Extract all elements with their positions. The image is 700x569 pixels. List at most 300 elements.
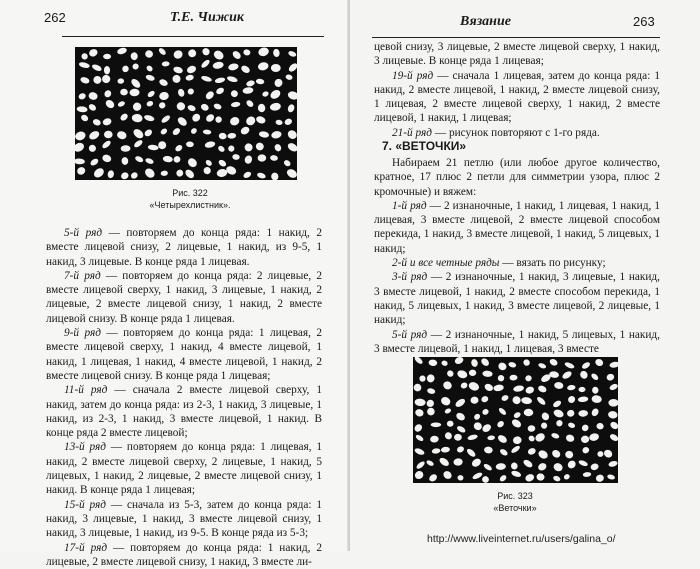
knit-stitch-shape: [283, 159, 292, 168]
knit-stitch-shape: [101, 153, 112, 163]
knit-stitch-shape: [75, 158, 85, 164]
knit-stitch-shape: [269, 102, 281, 112]
knit-stitch-shape: [172, 75, 180, 83]
knit-stitch-shape: [119, 112, 129, 122]
knit-stitch-shape: [469, 369, 477, 376]
knit-stitch-shape: [88, 48, 99, 58]
knit-stitch-shape: [133, 139, 144, 149]
knit-stitch-shape: [88, 103, 98, 112]
knit-stitch-shape: [242, 87, 254, 95]
knit-stitch-shape: [225, 165, 238, 176]
knit-stitch-shape: [275, 119, 283, 125]
figure-322-knit-pattern: [75, 47, 297, 180]
knit-stitch-shape: [227, 133, 236, 139]
knit-stitch-shape: [511, 395, 522, 406]
knit-stitch-shape: [255, 115, 266, 125]
knit-stitch-shape: [116, 47, 127, 55]
knit-stitch-shape: [257, 61, 269, 71]
knit-stitch-shape: [578, 387, 585, 392]
knit-stitch-shape: [525, 386, 535, 395]
knit-stitch-shape: [510, 445, 521, 455]
knit-stitch-shape: [428, 473, 439, 483]
knit-stitch-shape: [104, 98, 116, 110]
knit-stitch-shape: [456, 369, 468, 380]
knit-stitch-shape: [216, 168, 228, 178]
knit-stitch-shape: [583, 472, 592, 478]
knit-stitch-shape: [117, 100, 126, 108]
knit-stitch-shape: [121, 64, 130, 73]
row-instructions: — сначала из 5-3, затем до конца ряда: 1 накид, 3 лицевые, 1 накид, 3 вместе лицевой снизу, 1 накид, 3 лицевые, 1 накид, из 9-5. В конце ряда из 5-3;: [46, 498, 323, 540]
knit-stitch-shape: [501, 394, 510, 402]
knit-stitch-shape: [413, 423, 423, 433]
knit-stitch-shape: [101, 74, 110, 83]
instruction-paragraph: [374, 126, 660, 140]
knit-stitch-shape: [540, 411, 550, 421]
knit-stitch-shape: [285, 167, 297, 179]
knit-stitch-shape: [212, 49, 225, 62]
knit-stitch-shape: [446, 369, 455, 378]
knit-stitch-shape: [186, 64, 197, 74]
knit-stitch-shape: [454, 434, 462, 441]
knit-stitch-shape: [563, 473, 571, 480]
knit-stitch-shape: [510, 470, 521, 479]
knit-stitch-shape: [145, 64, 153, 72]
knit-stitch-shape: [480, 395, 489, 403]
knit-stitch-shape: [130, 171, 139, 180]
row-label: 2-й и все четные ряды: [392, 257, 500, 270]
knit-stitch-shape: [102, 117, 112, 126]
knit-stitch-shape: [120, 89, 128, 96]
knit-stitch-shape: [187, 104, 197, 112]
right-header-rule: [372, 37, 660, 38]
knit-stitch-shape: [173, 156, 181, 164]
knit-stitch-shape: [75, 141, 85, 153]
knit-stitch-shape: [537, 462, 548, 472]
knit-stitch-shape: [243, 142, 254, 153]
knit-stitch-shape: [213, 103, 222, 111]
knit-stitch-shape: [522, 358, 531, 367]
knit-stitch-shape: [160, 127, 169, 135]
figure-323-knit-pattern: [413, 357, 618, 483]
knit-stitch-shape: [244, 154, 254, 164]
knit-stitch-shape: [467, 381, 480, 393]
knit-stitch-shape: [287, 62, 297, 73]
knit-stitch-shape: [270, 155, 278, 161]
knit-stitch-shape: [457, 475, 464, 481]
knit-stitch-shape: [174, 144, 183, 153]
knit-stitch-shape: [522, 458, 534, 469]
knit-stitch-shape: [473, 413, 481, 421]
figure-323-caption: [450, 490, 580, 514]
knit-stitch-shape: [185, 74, 194, 81]
instruction-paragraph: [374, 69, 660, 126]
knit-stitch-shape: [606, 373, 615, 382]
row-instructions: — повторяем до конца ряда: 1 накид, 2 вместе лицевой снизу, 2 лицевые, 1 накид, из 9-5, 1 накид, 3 лицевые. В конце ряда 1 лицевая.: [46, 227, 322, 268]
knit-stitch-shape: [131, 62, 139, 70]
knit-stitch-shape: [499, 448, 509, 457]
knit-stitch-shape: [581, 435, 590, 443]
knit-stitch-shape: [215, 86, 225, 95]
knit-stitch-shape: [566, 459, 577, 470]
knit-stitch-shape: [160, 170, 168, 176]
knit-stitch-shape: [426, 374, 435, 384]
right-page-body-top: [374, 40, 660, 140]
page-number-left: 262: [44, 10, 66, 25]
knit-stitch-shape: [245, 99, 255, 108]
knit-stitch-shape: [564, 361, 575, 369]
knit-stitch-shape: [205, 113, 216, 124]
knit-stitch-shape: [549, 358, 559, 367]
knit-stitch-shape: [176, 116, 188, 128]
knit-stitch-shape: [258, 103, 266, 112]
knit-stitch-shape: [495, 463, 506, 470]
figure-323-title: «Веточки»: [493, 503, 537, 513]
knit-stitch-shape: [564, 450, 574, 459]
knit-stitch-shape: [581, 361, 591, 370]
row-instructions: — вязать по рисунку;: [499, 257, 606, 270]
knit-stitch-shape: [117, 78, 124, 84]
knit-stitch-shape: [481, 475, 490, 483]
knit-stitch-shape: [91, 63, 103, 72]
figure-323-number: Рис. 323: [497, 491, 533, 501]
knit-stitch-shape: [273, 143, 282, 152]
knit-stitch-shape: [130, 77, 142, 89]
knit-stitch-shape: [509, 375, 517, 381]
knit-stitch-shape: [286, 128, 297, 140]
knit-stitch-shape: [472, 471, 484, 480]
knit-stitch-shape: [230, 90, 238, 98]
row-label: 17-й ряд: [64, 541, 108, 554]
knit-stitch-shape: [567, 384, 576, 390]
row-label: 9-й ряд: [64, 327, 101, 340]
knit-stitch-shape: [143, 114, 155, 122]
section-title: 7. «ВЕТОЧКИ»: [382, 139, 467, 153]
knit-stitch-shape: [499, 474, 508, 483]
knit-stitch-shape: [579, 370, 589, 380]
knit-stitch-shape: [527, 434, 535, 442]
knit-stitch-shape: [76, 106, 88, 113]
row-instructions: — сначала 2 вместе лицевой сверху, 1 накид, затем до конца ряда: из 2-3, 1 накид, 3 лицевые, 1 накид, из 2-3, 1 накид, 3 вместе лицевой, 1 накид. В конце ряда 2 вместе лицевой;: [46, 384, 322, 440]
knit-stitch-shape: [101, 139, 112, 149]
knit-stitch-shape: [497, 361, 508, 371]
knit-stitch-shape: [76, 166, 87, 176]
instruction-paragraph: [374, 270, 660, 327]
row-instructions: Набираем 21 петлю (или любое другое количество, кратное, 17 плюс 2 петли для симметрии узора, плюс 2 кромочные) и вяжем:: [374, 157, 660, 198]
knit-stitch-shape: [567, 422, 575, 429]
footer-url: http://www.liveinternet.ru/users/galina_o/: [427, 533, 616, 545]
knit-stitch-shape: [242, 171, 252, 180]
knit-stitch-shape: [145, 74, 155, 82]
knit-stitch-shape: [103, 54, 111, 59]
knit-stitch-shape: [567, 395, 577, 405]
knit-stitch-shape: [243, 49, 251, 56]
knit-stitch-shape: [510, 462, 518, 470]
knit-stitch-shape: [498, 407, 508, 416]
instruction-paragraph: [46, 498, 322, 541]
knit-stitch-shape: [483, 382, 494, 392]
knit-stitch-shape: [288, 50, 297, 58]
knit-stitch-shape: [203, 129, 212, 135]
row-label: 13-й ряд: [64, 441, 106, 454]
knit-stitch-shape: [524, 374, 532, 382]
knit-stitch-shape: [262, 90, 270, 97]
knit-stitch-shape: [162, 155, 173, 162]
knit-stitch-shape: [442, 380, 453, 391]
row-label: 3-й ряд: [392, 271, 428, 284]
knit-stitch-shape: [229, 116, 241, 127]
knit-stitch-shape: [596, 422, 604, 430]
knit-stitch-shape: [588, 432, 599, 441]
knit-stitch-shape: [513, 385, 525, 393]
knit-stitch-shape: [524, 409, 534, 417]
knit-stitch-shape: [92, 166, 105, 179]
knit-stitch-shape: [578, 459, 589, 467]
knit-stitch-shape: [481, 408, 489, 416]
knit-stitch-shape: [202, 166, 212, 176]
row-instructions: — повторяем до конца ряда: 1 лицевая, 2 вместе лицевой сверху, 1 накид, 4 вместе лицевой, 1 накид, 1 лицевая, 1 накид, 4 вместе лицевой, 1 накид, 2 вместе лицевой снизу. В конце ряда 1 лицевая;: [46, 327, 322, 382]
knit-stitch-shape: [172, 49, 183, 60]
knit-stitch-shape: [427, 387, 436, 394]
knit-stitch-shape: [552, 408, 564, 419]
knit-stitch-shape: [552, 475, 561, 482]
knit-stitch-shape: [602, 448, 613, 459]
knit-stitch-shape: [201, 75, 213, 83]
instruction-paragraph: [374, 328, 660, 357]
knit-stitch-shape: [227, 144, 236, 153]
knit-stitch-shape: [200, 58, 211, 69]
knit-stitch-shape: [146, 100, 154, 107]
knit-stitch-shape: [413, 470, 424, 481]
knit-stitch-shape: [496, 374, 505, 383]
knit-stitch-shape: [470, 457, 482, 468]
knit-stitch-shape: [609, 361, 618, 369]
knit-stitch-shape: [190, 127, 198, 135]
knit-stitch-shape: [609, 433, 618, 443]
knit-stitch-shape: [232, 154, 240, 160]
knit-stitch-shape: [171, 127, 181, 137]
instruction-paragraph: [374, 256, 660, 270]
knit-stitch-shape: [454, 357, 465, 365]
knit-stitch-shape: [104, 66, 110, 75]
instruction-paragraph: [374, 156, 660, 199]
knit-stitch-shape: [454, 397, 466, 408]
knit-stitch-shape: [228, 63, 240, 72]
knit-stitch-shape: [534, 432, 546, 444]
knit-stitch-shape: [431, 423, 442, 428]
row-label: 5-й ряд: [392, 328, 428, 341]
knit-stitch-shape: [212, 61, 224, 70]
knit-stitch-shape: [158, 101, 166, 109]
knit-stitch-shape: [554, 382, 564, 390]
knit-stitch-shape: [555, 419, 563, 428]
knit-stitch-shape: [271, 172, 279, 180]
knit-stitch-shape: [286, 141, 297, 153]
knit-stitch-shape: [130, 52, 138, 61]
knit-stitch-shape: [565, 434, 575, 443]
figure-322-number: Рис. 322: [172, 188, 208, 198]
row-instructions: — повторяем до конца ряда: 1 накид, 2 лицевые, 2 вместе лицевой снизу, 1 накид, 3 вместе ли-: [46, 541, 323, 568]
knit-stitch-shape: [483, 463, 493, 472]
row-label: 21-й ряд: [392, 126, 432, 139]
row-label: 15-й ряд: [64, 498, 107, 511]
knit-stitch-shape: [578, 410, 588, 417]
knit-stitch-shape: [217, 145, 226, 153]
knit-stitch-shape: [415, 434, 425, 443]
knit-stitch-shape: [158, 141, 166, 149]
instruction-paragraph: [374, 40, 660, 69]
knit-stitch-shape: [103, 89, 113, 99]
knit-stitch-shape: [201, 47, 211, 57]
knit-stitch-shape: [561, 370, 573, 380]
left-header-rule: [62, 36, 324, 37]
knit-stitch-shape: [89, 157, 99, 167]
knit-stitch-shape: [231, 50, 242, 61]
figure-322-title: «Четырехлистник».: [149, 200, 231, 210]
knit-stitch-shape: [607, 474, 616, 481]
knit-stitch-shape: [177, 88, 185, 98]
knit-stitch-shape: [528, 425, 536, 432]
knit-stitch-shape: [175, 168, 185, 178]
knit-stitch-shape: [456, 425, 467, 434]
knit-stitch-shape: [581, 423, 590, 432]
knit-stitch-shape: [200, 103, 210, 112]
knit-stitch-shape: [204, 140, 216, 148]
instruction-paragraph: [46, 541, 322, 569]
knit-stitch-shape: [88, 129, 101, 141]
instruction-paragraph: [46, 226, 322, 269]
row-instructions: — повторяем до конца ряда: 2 лицевые, 2 вместе лицевой сверху, 1 накид, 3 лицевые, 1 накид, 2 лицевые, 2 вместе лицевой снизу, 1 накид, 2 вместе лицевой снизу. В конце ряда 1 лицевая.: [46, 269, 322, 325]
knit-stitch-shape: [441, 446, 451, 453]
knit-stitch-shape: [536, 396, 547, 407]
knit-stitch-shape: [80, 52, 89, 61]
knit-stitch-shape: [453, 458, 463, 466]
knit-stitch-shape: [269, 88, 282, 100]
row-instructions: — 2 изнаночные, 1 накид, 1 лицевая, 1 накид, 1 лицевая, 3 вместе лицевой, 2 вместе лицевой способом перекида, 1 накид, 3 вместе лицевой, 1 накид, 5 лицевых, 1 накид;: [374, 199, 660, 255]
knit-stitch-shape: [590, 372, 599, 381]
knit-stitch-shape: [270, 130, 282, 140]
knit-stitch-shape: [608, 399, 618, 407]
left-page: [0, 0, 350, 568]
knit-stitch-shape: [608, 410, 618, 419]
knit-stitch-shape: [80, 76, 91, 85]
knit-stitch-shape: [552, 462, 564, 473]
knit-stitch-shape: [159, 91, 170, 100]
knit-stitch-shape: [121, 145, 131, 152]
row-label: 7-й ряд: [64, 269, 101, 282]
knit-stitch-shape: [551, 448, 562, 459]
knit-stitch-shape: [472, 421, 483, 432]
knit-stitch-shape: [441, 360, 448, 367]
knit-stitch-shape: [92, 118, 102, 127]
knit-stitch-shape: [116, 130, 128, 140]
knit-stitch-shape: [205, 159, 213, 167]
knit-stitch-shape: [592, 386, 599, 394]
knit-stitch-shape: [244, 115, 257, 127]
knit-stitch-shape: [158, 47, 167, 56]
knit-stitch-shape: [508, 361, 517, 368]
knit-stitch-shape: [540, 422, 548, 430]
knit-stitch-shape: [257, 47, 270, 57]
knit-stitch-shape: [484, 446, 493, 453]
knit-stitch-shape: [426, 406, 436, 416]
knit-stitch-shape: [482, 370, 493, 377]
knit-stitch-shape: [158, 78, 169, 87]
knit-stitch-shape: [537, 384, 547, 393]
knit-stitch-shape: [413, 382, 423, 392]
knit-stitch-shape: [287, 103, 296, 113]
knit-stitch-shape: [426, 459, 435, 467]
knit-stitch-shape: [129, 89, 139, 97]
knit-stitch-shape: [513, 411, 522, 419]
knit-stitch-shape: [231, 101, 241, 107]
knit-stitch-shape: [145, 157, 155, 165]
row-label: 5-й ряд: [64, 227, 103, 239]
knit-stitch-shape: [524, 473, 535, 483]
knit-stitch-shape: [186, 141, 194, 147]
knit-stitch-shape: [496, 420, 505, 429]
knit-stitch-shape: [258, 131, 269, 139]
row-label: 1-й ряд: [392, 199, 427, 212]
instruction-paragraph: [46, 383, 322, 440]
row-instructions: — сначала 1 лицевая, затем до конца ряда: 1 накид, 2 вместе лицевой, 1 накид, 2 вместе лицевой снизу, 1 лицевая, 2 вместе лицевой сверху, 1 накид, 2 вместе лицевой, 1 накид, 1 лицевая;: [374, 69, 660, 125]
knit-stitch-shape: [239, 125, 250, 136]
knit-stitch-shape: [173, 66, 184, 75]
knit-stitch-shape: [581, 446, 590, 454]
knit-stitch-shape: [87, 143, 97, 153]
row-label: 19-й ряд: [392, 69, 434, 82]
knit-stitch-shape: [496, 433, 508, 444]
knit-stitch-shape: [438, 456, 450, 467]
knit-stitch-shape: [284, 117, 293, 126]
knit-stitch-shape: [552, 399, 562, 408]
knit-stitch-shape: [134, 155, 144, 163]
row-instructions: — рисунок повторяют с 1-го ряда.: [432, 126, 600, 139]
knit-stitch-shape: [160, 114, 171, 124]
knit-stitch-shape: [285, 74, 293, 81]
knit-stitch-shape: [147, 90, 156, 99]
knit-stitch-shape: [428, 359, 437, 366]
instruction-paragraph: [374, 199, 660, 256]
instruction-paragraph: [46, 326, 322, 383]
knit-stitch-shape: [271, 64, 281, 72]
knit-stitch-shape: [132, 127, 145, 140]
knit-stitch-shape: [214, 115, 223, 124]
right-page-section-body: [374, 156, 660, 356]
knit-stitch-shape: [510, 418, 522, 430]
knit-stitch-shape: [595, 474, 604, 483]
knit-stitch-shape: [551, 432, 560, 439]
knit-stitch-shape: [148, 144, 159, 150]
row-label: 11-й ряд: [64, 384, 108, 397]
knit-stitch-shape: [418, 374, 427, 383]
page-number-right: 263: [633, 14, 655, 29]
knit-stitch-shape: [78, 92, 87, 100]
knit-stitch-shape: [590, 463, 600, 472]
knit-stitch-shape: [578, 396, 589, 402]
knit-stitch-shape: [460, 381, 469, 389]
knit-stitch-shape: [537, 449, 549, 461]
knit-stitch-shape: [444, 407, 452, 414]
knit-stitch-shape: [470, 396, 478, 404]
figure-322-caption: [120, 187, 260, 211]
knit-stitch-shape: [608, 460, 618, 468]
instruction-paragraph: [46, 269, 322, 326]
knit-stitch-shape: [226, 75, 238, 83]
knit-stitch-shape: [466, 447, 477, 458]
knit-stitch-shape: [273, 48, 280, 57]
knit-stitch-shape: [480, 357, 491, 367]
knit-stitch-shape: [80, 113, 89, 122]
